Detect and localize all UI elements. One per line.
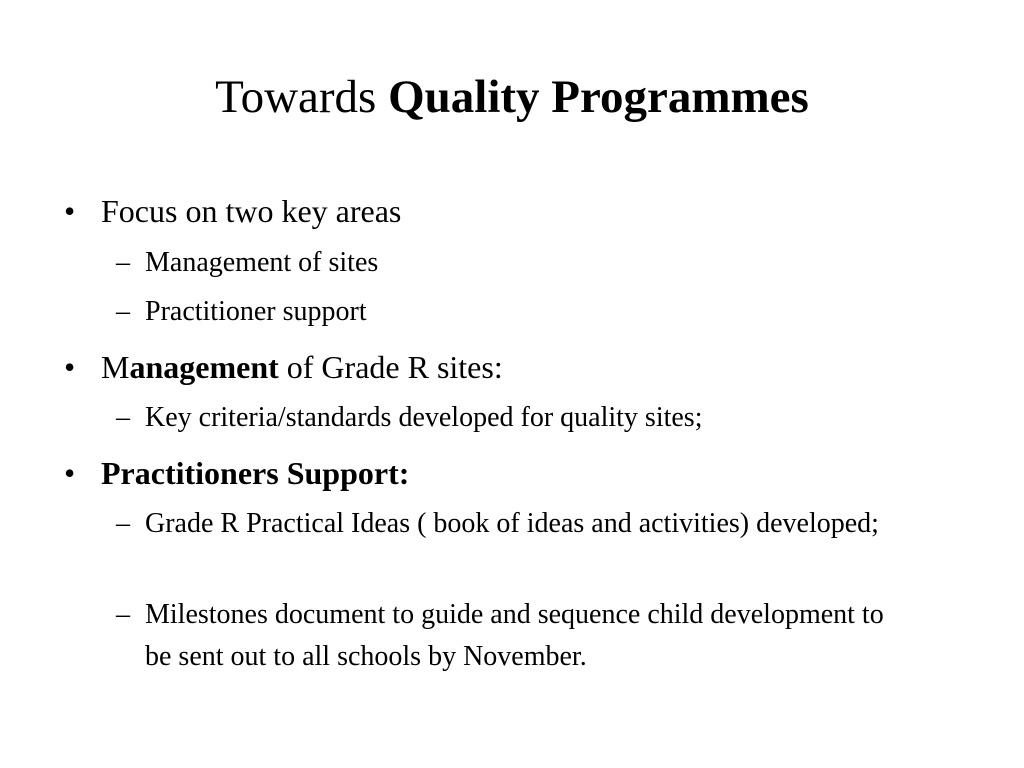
bullet-text-bold: Practitioners Support: [101,455,410,491]
title-bold: Quality Programmes [388,71,809,123]
bullet-text-bold: anagement [129,349,279,385]
sub-bullet-text: Milestones document to guide and sequence child development to be sent out to all schools by November. [145,599,884,672]
bullet-icon: • [64,349,76,385]
dash-icon: – [116,402,130,433]
bullet-text [101,348,503,386]
slide-title [0,68,1024,126]
dash-icon: – [116,296,130,327]
bullet-icon: • [64,455,76,491]
bullet-text-suffix: of Grade R sites: [278,349,503,385]
sub-bullet-text: Key criteria/standards developed for quality sites; [145,402,703,433]
dash-icon: – [116,508,130,539]
dash-icon: – [116,599,130,630]
dash-icon: – [116,247,130,278]
sub-bullet-text: Grade R Practical Ideas ( book of ideas and activities) developed; [145,508,879,539]
bullet-icon: • [64,193,76,229]
bullet-text-prefix: M [101,349,130,385]
sub-bullet-text: Management of sites [145,247,379,278]
title-prefix: Towards [215,71,389,123]
sub-bullet-text: Practitioner support [145,296,367,327]
bullet-text: Focus on two key areas [101,193,402,229]
